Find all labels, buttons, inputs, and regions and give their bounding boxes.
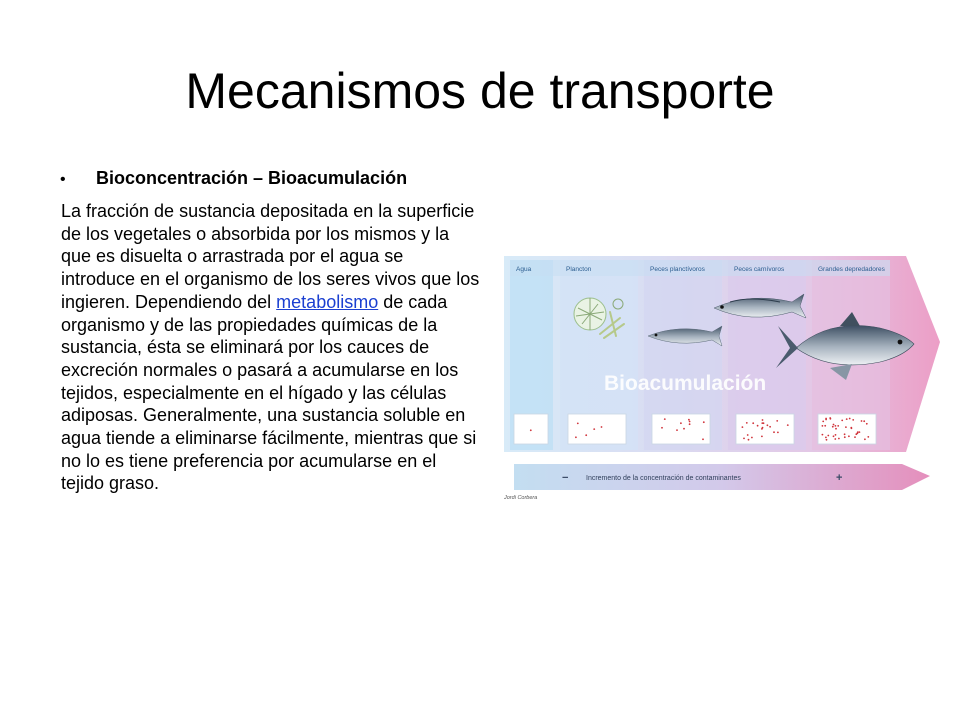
contaminant-dot <box>763 422 765 424</box>
contaminant-dot <box>593 428 595 430</box>
scale-plus-sign: + <box>836 472 843 484</box>
contaminant-dot <box>742 426 744 428</box>
contaminant-dot <box>585 434 587 436</box>
contaminant-dot <box>601 426 603 428</box>
contaminant-dot <box>844 433 846 435</box>
contaminant-dot <box>846 418 848 420</box>
paragraph-text-start: La fracción de sustancia depositada en la superficie de los vegetales o absorbida por los mismos y la que es disuelta o arrastrada por el agua se introduce en el organismo de los seres vivos que los ingieren. Dependiendo del <box>61 201 480 312</box>
contaminant-dot <box>841 420 843 422</box>
contaminant-dot <box>833 435 835 437</box>
column-label-depredadores: Grandes depredadores <box>818 266 885 273</box>
contaminant-dot <box>743 438 745 440</box>
contaminant-dot <box>827 435 829 437</box>
column-label-plancton: Plancton <box>566 266 592 273</box>
contaminant-dot <box>849 418 851 420</box>
contaminant-dot <box>703 421 705 423</box>
contaminant-dot <box>762 427 764 429</box>
contaminant-dot <box>824 425 826 427</box>
bioacumulacion-banner: Bioacumulación <box>604 372 767 395</box>
contaminant-dot <box>757 425 759 427</box>
concentration-box-planctivoros <box>652 414 710 444</box>
contaminant-dot <box>845 426 847 428</box>
contaminant-dot <box>689 423 691 425</box>
contaminant-dot <box>852 419 854 421</box>
column-label-carnivoros: Peces carnívoros <box>734 266 785 273</box>
contaminant-dot <box>822 425 824 427</box>
slide-title: Mecanismos de transporte <box>185 63 775 119</box>
contaminant-dot <box>844 436 846 438</box>
contaminant-dot <box>822 421 824 423</box>
concentration-box-carnivoros <box>736 414 794 444</box>
contaminant-dot <box>848 435 850 437</box>
contaminant-dot <box>752 422 754 424</box>
contaminant-dot <box>680 422 682 424</box>
contaminant-dot <box>863 420 865 422</box>
contaminant-dot <box>835 428 837 430</box>
contaminant-dot <box>787 424 789 426</box>
bullet-heading: Bioconcentración – Bioacumulación <box>96 168 408 188</box>
contaminant-dot <box>769 426 771 428</box>
contaminant-dot <box>683 428 685 430</box>
concentration-box-plancton <box>568 414 626 444</box>
contaminant-dot <box>854 436 856 438</box>
contaminant-dot <box>577 423 579 425</box>
bullet-item <box>60 168 407 189</box>
contaminant-dot <box>825 437 827 439</box>
contaminant-dot <box>702 438 704 440</box>
contaminant-dot <box>661 427 663 429</box>
contaminant-dot <box>747 434 749 436</box>
metabolismo-link[interactable]: metabolismo <box>276 291 379 312</box>
body-paragraph <box>61 200 481 495</box>
contaminant-dot <box>838 438 840 440</box>
column-label-agua: Agua <box>516 266 532 273</box>
scale-minus-sign: − <box>562 472 569 484</box>
contaminant-dot <box>867 436 869 438</box>
column-label-planctivoros: Peces planctívoros <box>650 266 705 273</box>
contaminant-dot <box>746 422 748 424</box>
contaminant-dot <box>861 420 863 422</box>
contaminant-dot <box>837 425 839 427</box>
contaminant-dot <box>751 437 753 439</box>
contaminant-dot <box>864 438 866 440</box>
contaminant-dot <box>748 439 750 441</box>
contaminant-dot <box>829 417 831 419</box>
contaminant-dot <box>676 429 678 431</box>
bioaccumulation-figure <box>500 252 942 500</box>
concentration-box-agua <box>514 414 548 444</box>
scale-label: Incremento de la concentración de contaminantes <box>586 475 741 482</box>
contaminant-dot <box>776 420 778 422</box>
contaminant-dot <box>777 432 779 434</box>
contaminant-dot <box>773 431 775 433</box>
contaminant-dot <box>530 429 532 431</box>
contaminant-dot <box>689 421 691 423</box>
contaminant-dot <box>851 427 853 429</box>
contaminant-dot <box>575 436 577 438</box>
contaminant-dot <box>688 419 690 421</box>
contaminant-dot <box>825 419 827 421</box>
contaminant-dot <box>767 424 769 426</box>
bullet-marker: • <box>60 171 66 188</box>
contaminant-dot <box>664 418 666 420</box>
contaminant-dot <box>835 425 837 427</box>
contaminant-dot <box>832 426 834 428</box>
image-credit: Jordi Corbera <box>504 495 538 500</box>
contaminant-dot <box>826 439 828 441</box>
contaminant-dot <box>761 436 763 438</box>
contaminant-dot <box>835 434 837 436</box>
contaminant-dot <box>834 438 836 440</box>
paragraph-text-end: de cada organismo y de las propiedades químicas de la sustancia, ésta se eliminará por los cauces de excreción normales o pasará a acumularse en los tejidos, especialmente en el hígado y las células adiposas. Generalmente, una sustancia soluble en agua tiende a eliminarse fácilmente, mientras que si no lo es tiene preferencia por acumularse en el tejido graso. <box>61 291 477 494</box>
contaminant-dot <box>857 431 859 433</box>
contaminant-dot <box>859 431 861 433</box>
contaminant-dot <box>833 424 835 426</box>
contaminant-dot <box>762 419 764 421</box>
contaminant-dot <box>822 434 824 436</box>
contaminant-dot <box>866 423 868 425</box>
